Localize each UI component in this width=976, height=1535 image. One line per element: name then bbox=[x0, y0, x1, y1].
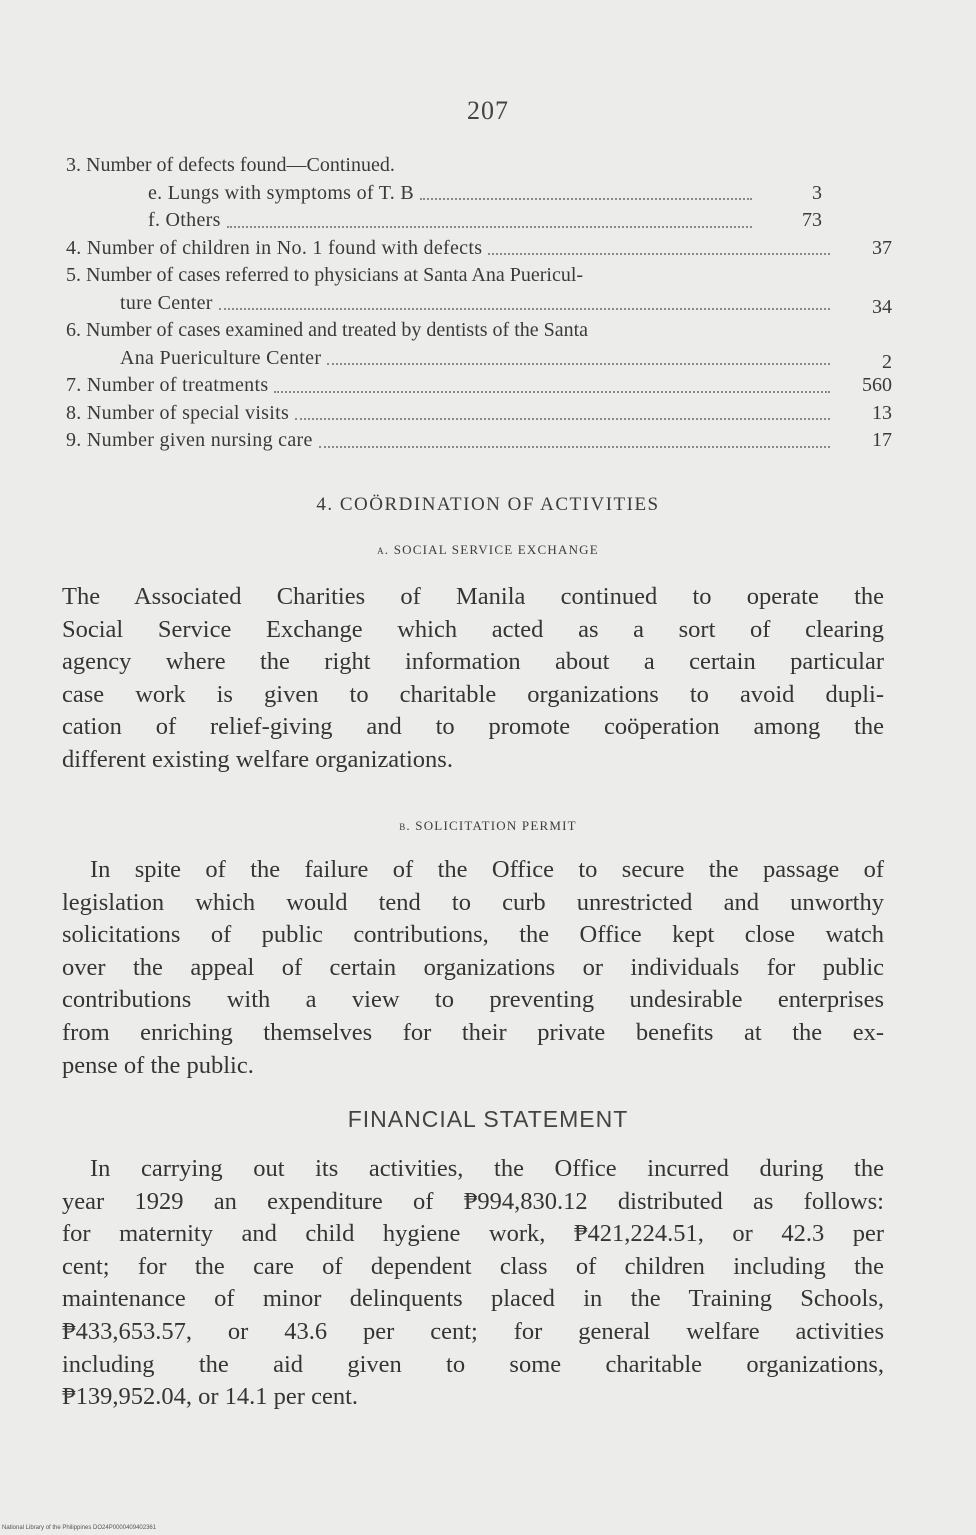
section-heading: 4. COÖRDINATION OF ACTIVITIES bbox=[316, 494, 660, 515]
subheading-social-service-exchange: a. SOCIAL SERVICE EXCHANGE bbox=[377, 542, 599, 557]
list-item-value: 13 bbox=[872, 401, 892, 424]
list-item bbox=[66, 235, 896, 263]
list-item-value: 73 bbox=[802, 209, 822, 231]
text-line: including the aid given to some charitable organizations, bbox=[62, 1350, 884, 1378]
list-item bbox=[66, 262, 896, 290]
list-item-value: 2 bbox=[882, 350, 892, 373]
financial-statement-heading: FINANCIAL STATEMENT bbox=[347, 1106, 629, 1132]
text-line: In carrying out its activities, the Office incurred during the bbox=[90, 1155, 884, 1182]
page-number: 207 bbox=[467, 96, 509, 125]
list-item-value: 37 bbox=[872, 236, 892, 259]
text-line: pense of the public. bbox=[62, 1051, 254, 1079]
text-line: case work is given to charitable organizations to avoid dupli- bbox=[62, 680, 884, 708]
statistics-list bbox=[66, 152, 896, 455]
leader-dots bbox=[319, 446, 830, 448]
list-item-label: 7. Number of treatments bbox=[66, 374, 269, 396]
leader-dots bbox=[420, 198, 752, 200]
text-line: solicitations of public contributions, the Office kept close watch bbox=[62, 921, 884, 949]
list-item-continuation bbox=[66, 345, 896, 373]
subheading-solicitation-permit: b. SOLICITATION PERMIT bbox=[399, 818, 577, 833]
list-item bbox=[66, 180, 896, 208]
text-line: Social Service Exchange which acted as a sort of clearing bbox=[62, 615, 884, 643]
list-item-label: ture Center bbox=[120, 291, 213, 314]
list-item-value: 3 bbox=[812, 181, 822, 204]
list-item-label: 4. Number of children in No. 1 found with defects bbox=[66, 236, 483, 259]
paragraph-financial-statement bbox=[62, 1153, 884, 1414]
list-item-value: 34 bbox=[872, 295, 892, 318]
list-item bbox=[66, 207, 896, 235]
leader-dots bbox=[274, 391, 830, 393]
text-line: different existing welfare organizations. bbox=[62, 745, 453, 773]
list-item-continuation bbox=[66, 290, 896, 318]
leader-dots bbox=[488, 253, 830, 255]
paragraph-solicitation-permit bbox=[62, 854, 884, 1082]
text-line: maintenance of minor delinquents placed in the Training Schools, bbox=[62, 1285, 884, 1313]
text-line: agency where the right information about a certain particular bbox=[62, 648, 884, 676]
text-line: ₱433,653.57, or 43.6 per cent; for general welfare activities bbox=[62, 1317, 884, 1345]
list-item-value: 560 bbox=[862, 374, 892, 396]
list-item-label: 6. Number of cases examined and treated by dentists of the Santa bbox=[66, 319, 589, 341]
leader-dots bbox=[295, 418, 830, 420]
text-line: from enriching themselves for their private benefits at the ex- bbox=[62, 1018, 884, 1046]
list-item bbox=[66, 152, 896, 180]
text-line: The Associated Charities of Manila continued to operate the bbox=[62, 583, 884, 610]
list-item-label: 9. Number given nursing care bbox=[66, 429, 313, 451]
list-item-label: 8. Number of special visits bbox=[66, 401, 290, 424]
paragraph-social-service-exchange bbox=[62, 581, 884, 777]
text-line: year 1929 an expenditure of ₱994,830.12 distributed as follows: bbox=[62, 1187, 884, 1215]
list-continued-header: 3. Number of defects found—Continued. bbox=[66, 154, 395, 176]
leader-dots bbox=[327, 363, 830, 365]
text-line: legislation which would tend to curb unrestricted and unworthy bbox=[62, 888, 884, 916]
list-item bbox=[66, 372, 896, 400]
list-item-label: 5. Number of cases referred to physicians at Santa Ana Puericul- bbox=[66, 264, 584, 286]
list-item bbox=[66, 400, 896, 428]
text-line: In spite of the failure of the Office to secure the passage of bbox=[90, 856, 884, 883]
text-line: ₱139,952.04, or 14.1 per cent. bbox=[62, 1383, 358, 1411]
list-item-value: 17 bbox=[872, 429, 892, 451]
leader-dots bbox=[219, 308, 830, 310]
text-line: for maternity and child hygiene work, ₱421,224.51, or 42.3 per bbox=[62, 1220, 884, 1248]
scan-footer: National Library of the Philippines DO24P0000409402361 bbox=[2, 1525, 157, 1531]
list-item-label: Ana Puericulture Center bbox=[120, 346, 322, 369]
text-line: cent; for the care of dependent class of children including the bbox=[62, 1252, 884, 1280]
text-line: contributions with a view to preventing undesirable enterprises bbox=[62, 986, 884, 1014]
text-line: cation of relief-giving and to promote coöperation among the bbox=[62, 713, 884, 741]
list-item bbox=[66, 427, 896, 455]
list-item bbox=[66, 317, 896, 345]
list-item-label: f. Others bbox=[148, 209, 221, 231]
text-line: over the appeal of certain organizations or individuals for public bbox=[62, 953, 884, 981]
leader-dots bbox=[227, 226, 752, 228]
list-item-label: e. Lungs with symptoms of T. B bbox=[148, 181, 415, 204]
